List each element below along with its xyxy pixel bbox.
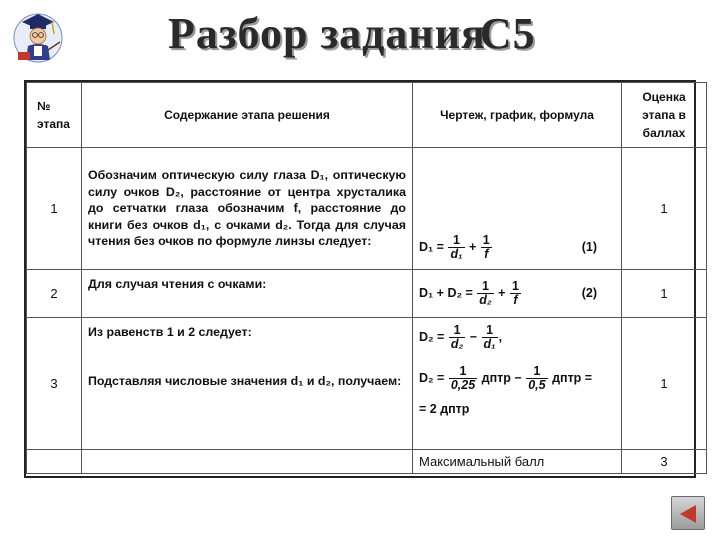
back-arrow-icon xyxy=(680,505,696,523)
equation-number: (1) xyxy=(581,240,597,254)
step-number: 3 xyxy=(27,318,82,450)
step-number: 1 xyxy=(27,148,82,270)
table-header-row xyxy=(27,83,707,148)
step-description: Для случая чтения с очками: xyxy=(82,270,413,318)
table-row xyxy=(27,318,707,450)
teacher-mascot-icon xyxy=(8,6,68,66)
header-score: Оценка этапа в баллах xyxy=(622,83,707,148)
header-step-content: Содержание этапа решения xyxy=(82,83,413,148)
step-formula: D₂ = $\frac{1}{\text{d₂}}$ − $\frac{1}{\text{d₁}}$ , D₂ = $\frac{1}{0,25}$ дптр − $\frac{1}{0,5}$ дптр = = 2 дптр xyxy=(413,318,622,450)
max-score-value: 3 xyxy=(622,450,707,474)
step-result: = 2 дптр xyxy=(419,402,470,416)
back-button[interactable] xyxy=(671,496,705,530)
step-score: 1 xyxy=(622,148,707,270)
step-score: 1 xyxy=(622,318,707,450)
step-description-part-a: Из равенств 1 и 2 следует: xyxy=(88,325,252,339)
step-description xyxy=(82,318,413,450)
step-formula: D₁ = $\frac{1}{\text{d₁}}$ + $\frac{1}{f}$ (1) xyxy=(413,148,622,270)
table-row xyxy=(27,270,707,318)
step-score: 1 xyxy=(622,270,707,318)
solution-steps-table xyxy=(26,82,707,474)
header-drawing-formula: Чертеж, график, формула xyxy=(413,83,622,148)
header-step-number: № этапа xyxy=(27,83,82,148)
equation-number: (2) xyxy=(581,286,597,300)
page-title: Разбор заданияС5 xyxy=(168,9,536,58)
step-formula: D₁ + D₂ = $\frac{1}{\text{d₂}}$ + $\frac{1}{f}$ (2) xyxy=(413,270,622,318)
table-row xyxy=(27,148,707,270)
table-footer-row xyxy=(27,450,707,474)
step-description-part-b: Подставляя числовые значения d₁ и d₂, получаем: xyxy=(88,373,402,388)
step-number: 2 xyxy=(27,270,82,318)
step-description: Обозначим оптическую силу глаза D₁, оптическую силу очков D₂, расстояние от центра хрусталика до сетчатки глаза обозначим f, расстояние до книги без очков d₁, с очками d₂. Тогда для случая чтения без очков по формуле линзы следует: xyxy=(82,148,413,270)
max-score-label: Максимальный балл xyxy=(413,450,622,474)
task-code: С5 xyxy=(479,9,536,58)
